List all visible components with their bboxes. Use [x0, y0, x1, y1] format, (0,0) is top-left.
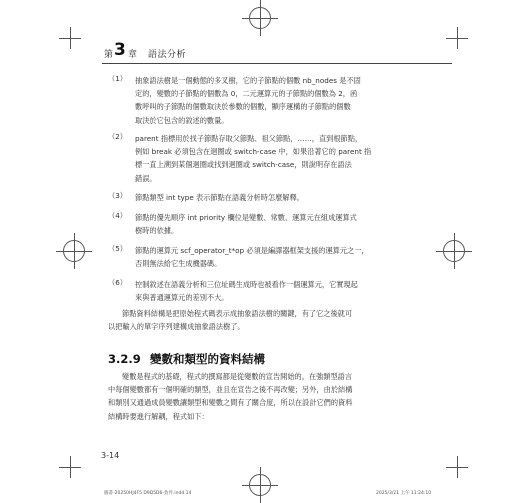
page-number: 3-14 [101, 451, 120, 460]
text-line: parent 指標用於找子節點存取父節點、祖父節點，……，直到根節點， [135, 134, 363, 143]
registration-mark-icon [249, 7, 271, 29]
text-line: 否則無法給它生成機器碼。 [135, 259, 222, 269]
list-item-text [135, 74, 407, 127]
list-item-number: （4） [108, 211, 127, 220]
text-line: 定的，變數的子節點的個數為 0，二元運算元的子節點的個數為 2，函 [135, 89, 358, 99]
text-line: 中每個變數都有一個明確的類型，並且在宣告之後不再改變；另外，由於結構 [108, 385, 353, 395]
text-line: 數呼叫的子節點的個數取決於參數的個數，顯序運構的子節點的個數 [135, 102, 351, 112]
crop-mark [446, 38, 468, 39]
text-line: 錯誤。 [135, 173, 157, 183]
registration-mark-icon [63, 240, 85, 262]
text-line: 節點的優先順序 int priority 欄位是變數、常數、運算元在組成運算式 [135, 213, 357, 222]
text-line: 抽象語法樹是一個動態的多叉樹，它的子節點的個數 nb_nodes 是不固 [135, 76, 361, 85]
crop-mark [59, 38, 81, 39]
print-slug-left: 圖書-20250HJ4F5 D9D5D6-負件.indd 14 [104, 491, 192, 496]
text-line: 節點類型 int type 表示節點在語義分析時怎麼解釋。 [135, 193, 304, 202]
text-line: 以把輸入的單字序列建構成抽象語法樹了。 [108, 322, 245, 332]
crop-mark [59, 467, 81, 468]
list-item-number: （3） [108, 191, 127, 200]
body-paragraph [108, 370, 406, 423]
chapter-suffix: 章 [128, 50, 138, 60]
chapter-number: 3 [114, 40, 126, 60]
registration-mark-icon [249, 474, 271, 496]
list-item-number: （5） [108, 244, 127, 253]
body-paragraph [108, 307, 406, 333]
list-item-text [135, 191, 407, 204]
text-line: 結構時要進行解耦，程式如下： [108, 411, 209, 421]
text-line: 變數是程式的基礎，程式的撰寫都是從變數的宣告開始的。在強類型語言 [122, 372, 353, 381]
text-line: 節點資料結構是把原始程式碼表示成抽象語法樹的關鍵，有了它之後就可 [122, 309, 353, 318]
text-line: 標一直上溯到某個迴圈或找到迴圈或 switch-case，則說明存在語法 [135, 160, 352, 170]
chapter-title: 語法分析 [148, 50, 187, 60]
list-item-number: （6） [108, 278, 127, 287]
list-item-number: （2） [108, 132, 127, 141]
list-item-text [135, 278, 407, 304]
crop-mark [446, 467, 468, 468]
list-item-text [135, 132, 407, 185]
text-line: 和類別又通過成員變數讓類型和變數之間有了關合度，所以在設計它們的資料 [108, 398, 353, 408]
list-item-text [135, 244, 407, 270]
section-heading [108, 351, 265, 367]
list-item-text [135, 211, 407, 237]
text-line: 節點的運算元 scf_operator_t*op 必須是編譯器框架支援的運算元之一， [135, 246, 369, 255]
text-line: 樹時的依據。 [135, 226, 179, 236]
section-number: 3.2.9 [108, 352, 141, 366]
print-slug-right: 2025/3/21 上午 11:24:10 [376, 491, 432, 496]
chapter-prefix: 第 [104, 50, 114, 60]
text-line: 來與普通運算元的差別不大。 [135, 293, 229, 303]
section-title: 變數和類型的資料結構 [150, 352, 265, 366]
header-divider [102, 63, 452, 64]
running-header [102, 40, 432, 64]
text-line: 例如 break 必須包含在迴圈或 switch-case 中，如果沿著它的 parent 指 [135, 147, 372, 157]
list-item-number: （1） [108, 74, 127, 83]
text-line: 控制敘述在語義分析和三位址碼生成時也被看作一個運算元，它實現起 [135, 280, 358, 289]
text-line: 取決於它包含的敘述的數量。 [135, 115, 229, 125]
registration-mark-icon [443, 240, 465, 262]
